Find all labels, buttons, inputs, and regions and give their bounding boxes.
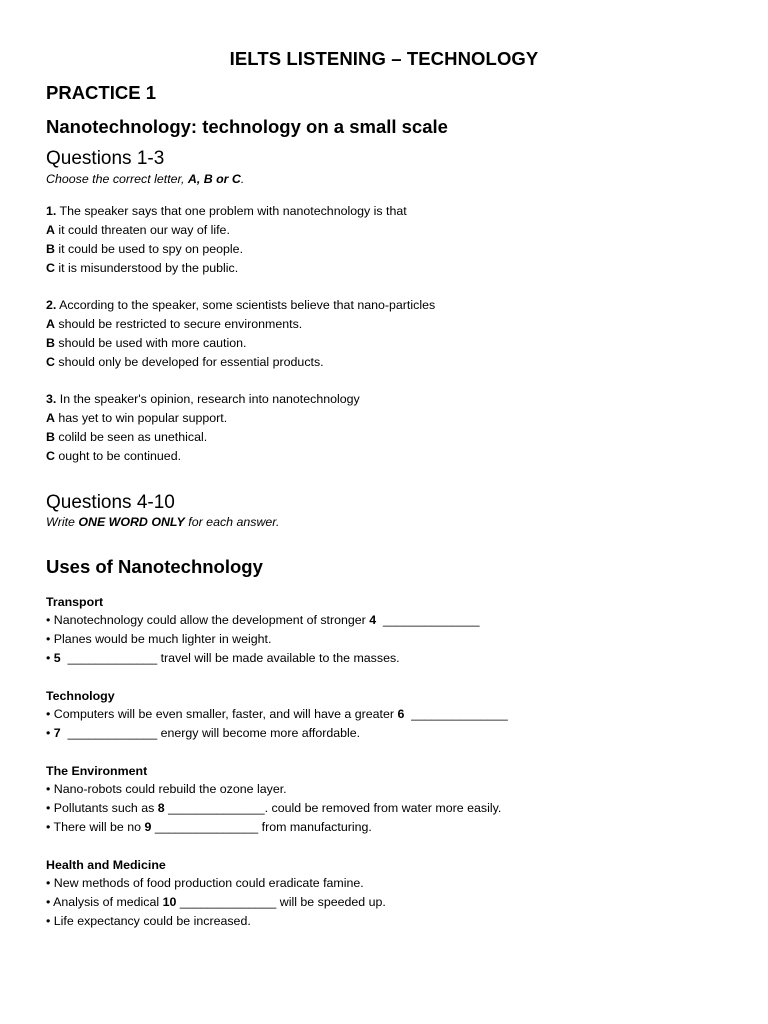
transport-line-2: • Planes would be much lighter in weight. bbox=[46, 632, 272, 646]
question-1-option-b: B it could be used to spy on people. bbox=[46, 242, 244, 256]
question-2-option-b: B should be used with more caution. bbox=[46, 336, 247, 350]
answer-blank-8[interactable]: ______________ bbox=[164, 801, 265, 815]
answer-blank-9[interactable]: _______________ bbox=[151, 820, 259, 834]
transport-line-3: • 5 _____________ travel will be made available to the masses. bbox=[46, 651, 400, 665]
technology-line-1: • Computers will be even smaller, faster, and will have a greater 6 ______________ bbox=[46, 707, 508, 721]
questions-4-10-heading: Questions 4-10 bbox=[46, 492, 175, 513]
page-title: IELTS LISTENING – TECHNOLOGY bbox=[229, 48, 539, 69]
health-line-1: • New methods of food production could eradicate famine. bbox=[46, 876, 364, 890]
questions-4-10-instruction: Write ONE WORD ONLY for each answer. bbox=[46, 515, 280, 529]
section-technology-title: Technology bbox=[46, 689, 115, 703]
transport-line-1: • Nanotechnology could allow the development of stronger 4 ______________ bbox=[46, 613, 480, 627]
question-1-stem: 1. The speaker says that one problem with nanotechnology is that bbox=[46, 204, 407, 218]
question-2-option-a: A should be restricted to secure environments. bbox=[46, 317, 303, 331]
section-environment-title: The Environment bbox=[46, 764, 148, 778]
environment-line-2: • Pollutants such as 8 ______________. could be removed from water more easily. bbox=[46, 801, 502, 815]
question-2-option-c: C should only be developed for essential products. bbox=[46, 355, 324, 369]
health-line-2: • Analysis of medical 10 ______________ will be speeded up. bbox=[46, 895, 386, 909]
section-transport-title: Transport bbox=[46, 595, 104, 609]
questions-1-3-heading: Questions 1-3 bbox=[46, 148, 165, 169]
uses-heading: Uses of Nanotechnology bbox=[46, 556, 263, 577]
question-1-option-c: C it is misunderstood by the public. bbox=[46, 261, 239, 275]
question-3-option-b: B colild be seen as unethical. bbox=[46, 430, 208, 444]
topic-heading: Nanotechnology: technology on a small scale bbox=[46, 116, 448, 137]
question-2-stem: 2. According to the speaker, some scientists believe that nano-particles bbox=[46, 298, 436, 312]
answer-blank-7[interactable]: _____________ bbox=[60, 726, 158, 740]
answer-blank-5[interactable]: _____________ bbox=[60, 651, 158, 665]
question-3-option-c: C ought to be continued. bbox=[46, 449, 182, 463]
practice-heading: PRACTICE 1 bbox=[46, 82, 156, 103]
section-health-title: Health and Medicine bbox=[46, 858, 166, 872]
answer-blank-6[interactable]: ______________ bbox=[404, 707, 508, 721]
answer-blank-10[interactable]: ______________ bbox=[176, 895, 277, 909]
environment-line-1: • Nano-robots could rebuild the ozone layer. bbox=[46, 782, 287, 796]
question-3-option-a: A has yet to win popular support. bbox=[46, 411, 228, 425]
health-line-3: • Life expectancy could be increased. bbox=[46, 914, 251, 928]
environment-line-3: • There will be no 9 _______________ from manufacturing. bbox=[46, 820, 372, 834]
answer-blank-4[interactable]: ______________ bbox=[376, 613, 480, 627]
technology-line-2: • 7 _____________ energy will become more affordable. bbox=[46, 726, 361, 740]
question-3-stem: 3. In the speaker's opinion, research into nanotechnology bbox=[46, 392, 360, 406]
questions-1-3-instruction: Choose the correct letter, A, B or C. bbox=[46, 172, 245, 186]
question-1-option-a: A it could threaten our way of life. bbox=[46, 223, 230, 237]
